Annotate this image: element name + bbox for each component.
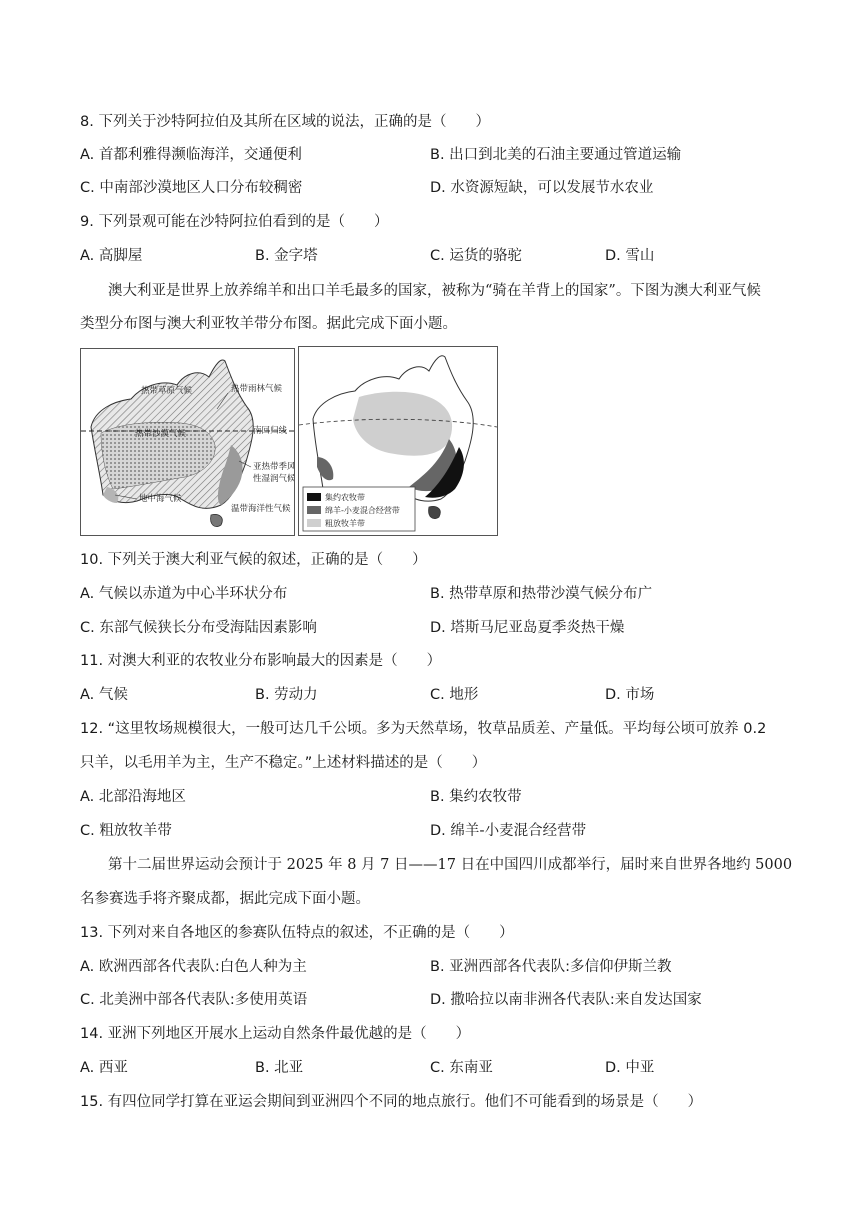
q12-option-b: B. 集约农牧带	[430, 789, 522, 805]
q14-option-b: B. 北亚	[255, 1060, 304, 1076]
q8-option-a: A. 首都利雅得濒临海洋，交通便利	[80, 147, 302, 163]
q15-stem: 15. 有四位同学打算在亚运会期间到亚洲四个不同的地点旅行。他们不可能看到的场景是（ ）	[80, 1094, 703, 1110]
label-tropic: 南回归线	[253, 426, 288, 436]
q12-stem-line2: 只羊，以毛用羊为主，生产不稳定。”上述材料描述的是（ ）	[80, 755, 487, 771]
label-subtropical-1: 亚热带季风	[253, 462, 294, 472]
label-savanna: 热带草原气候	[141, 386, 193, 396]
games-passage-line1: 第十二届世界运动会预计于 2025 年 8 月 7 日——17 日在中国四川成都举行，届时来自世界各地约 5000	[108, 857, 793, 873]
q9-option-a: A. 高脚屋	[80, 248, 143, 264]
q12-option-c: C. 粗放牧羊带	[80, 823, 172, 839]
q14-stem: 14. 亚洲下列地区开展水上运动自然条件最优越的是（ ）	[80, 1026, 471, 1042]
legend-intensive: 集约农牧带	[325, 493, 365, 502]
q12-stem-line1: 12. “这里牧场规模很大，一般可达几千公顷。多为天然草场，牧草品质差、产量低。平均每公顷可放养 0.2	[80, 721, 767, 737]
legend-swatch-wheat-sheep	[307, 506, 321, 514]
label-oceanic: 温带海洋性气候	[231, 504, 291, 514]
q13-option-d: D. 撒哈拉以南非洲各代表队:来自发达国家	[430, 992, 702, 1008]
label-rainforest: 热带雨林气候	[231, 384, 283, 394]
q9-stem: 9. 下列景观可能在沙特阿拉伯看到的是（ ）	[80, 214, 389, 230]
q14-option-c: C. 东南亚	[430, 1060, 493, 1076]
q10-option-a: A. 气候以赤道为中心半环状分布	[80, 586, 288, 602]
q10-option-d: D. 塔斯马尼亚岛夏季炎热干燥	[430, 620, 625, 636]
q10-option-b: B. 热带草原和热带沙漠气候分布广	[430, 586, 653, 602]
q13-option-a: A. 欧洲西部各代表队:白色人种为主	[80, 959, 307, 975]
q10-stem: 10. 下列关于澳大利亚气候的叙述，正确的是（ ）	[80, 552, 427, 568]
q13-option-c: C. 北美洲中部各代表队:多使用英语	[80, 992, 308, 1008]
q14-option-d: D. 中亚	[605, 1060, 655, 1076]
climate-map-svg	[81, 349, 294, 535]
q11-option-d: D. 市场	[605, 687, 655, 703]
legend-extensive: 粗放牧羊带	[325, 519, 365, 528]
games-passage-line2: 名参赛选手将齐聚成都，据此完成下面小题。	[80, 891, 370, 907]
q8-option-b: B. 出口到北美的石油主要通过管道运输	[430, 147, 682, 163]
q8-stem: 8. 下列关于沙特阿拉伯及其所在区域的说法，正确的是（ ）	[80, 114, 490, 130]
legend-swatch-extensive	[307, 519, 321, 527]
q11-option-c: C. 地形	[430, 687, 479, 703]
climate-type-map	[80, 348, 295, 536]
q14-option-a: A. 西亚	[80, 1060, 128, 1076]
q10-option-c: C. 东部气候狭长分布受海陆因素影响	[80, 620, 317, 636]
pastoral-belt-map	[298, 346, 498, 536]
q11-option-b: B. 劳动力	[255, 687, 318, 703]
pastoral-map-svg	[299, 347, 497, 535]
q9-option-c: C. 运货的骆驼	[430, 248, 522, 264]
label-subtropical-2: 性湿润气候	[253, 474, 294, 484]
label-mediterranean: 地中海气候	[139, 494, 182, 504]
legend-swatch-intensive	[307, 493, 321, 501]
legend-wheat-sheep: 绵羊-小麦混合经营带	[325, 506, 400, 515]
australia-passage-line2: 类型分布图与澳大利亚牧羊带分布图。据此完成下面小题。	[80, 316, 457, 332]
q9-option-b: B. 金字塔	[255, 248, 318, 264]
label-desert: 热带沙漠气候	[135, 429, 187, 439]
q13-option-b: B. 亚洲西部各代表队:多信仰伊斯兰教	[430, 959, 672, 975]
q9-option-d: D. 雪山	[605, 248, 655, 264]
q12-option-a: A. 北部沿海地区	[80, 789, 186, 805]
australia-passage-line1: 澳大利亚是世界上放养绵羊和出口羊毛最多的国家，被称为“骑在羊背上的国家”。下图为澳大利亚气候	[108, 283, 761, 299]
q11-option-a: A. 气候	[80, 687, 128, 703]
q11-stem: 11. 对澳大利亚的农牧业分布影响最大的因素是（ ）	[80, 653, 442, 669]
q8-option-c: C. 中南部沙漠地区人口分布较稠密	[80, 180, 303, 196]
q12-option-d: D. 绵羊-小麦混合经营带	[430, 823, 587, 839]
q13-stem: 13. 下列对来自各地区的参赛队伍特点的叙述，不正确的是（ ）	[80, 925, 514, 941]
q8-option-d: D. 水资源短缺，可以发展节水农业	[430, 180, 654, 196]
